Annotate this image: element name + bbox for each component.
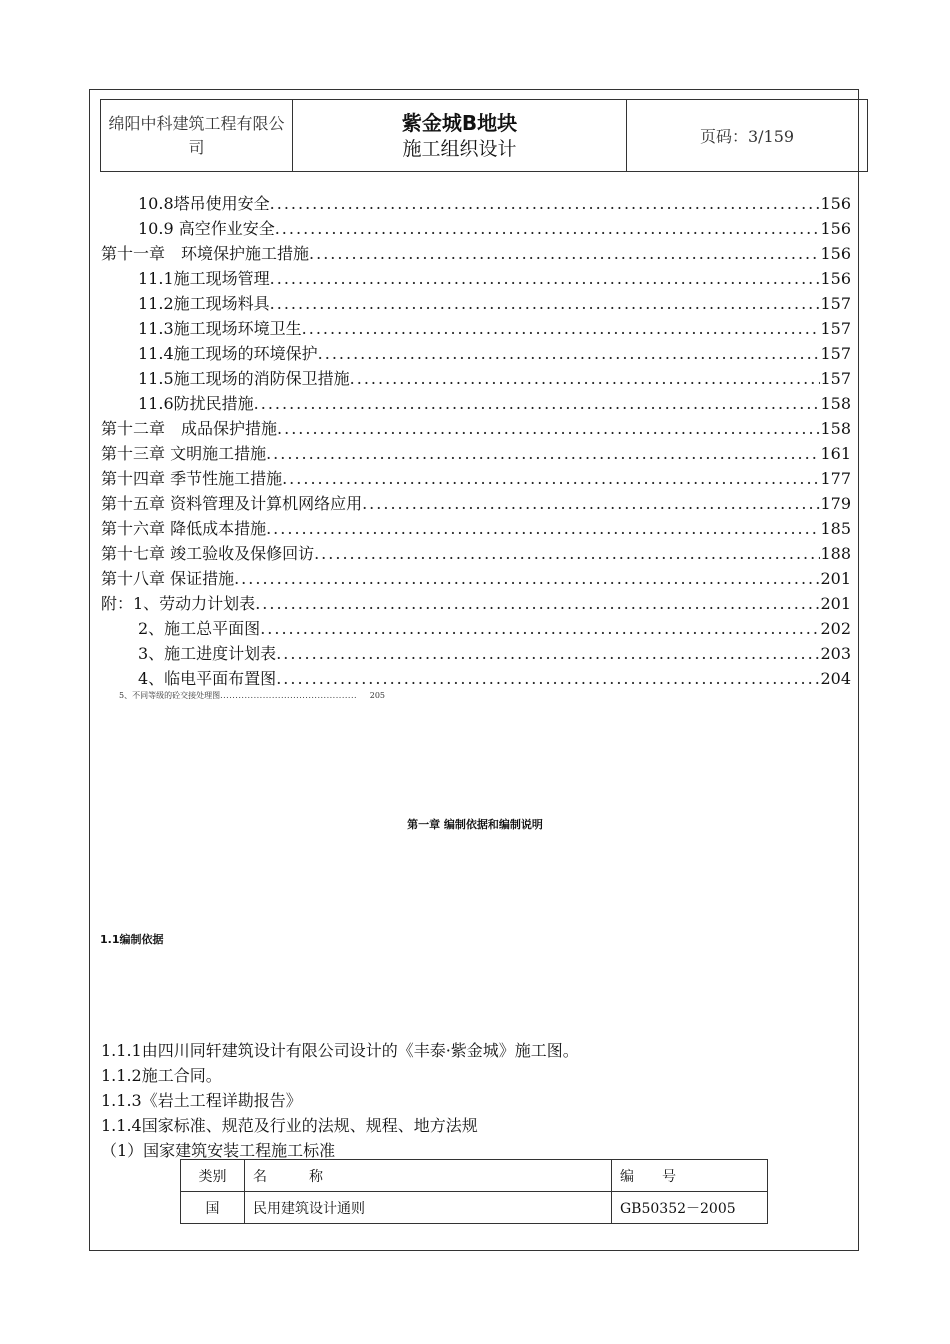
toc-entry[interactable] — [101, 566, 851, 591]
toc-entry[interactable] — [101, 316, 851, 341]
toc-entry-label: 3、施工进度计划表 — [138, 644, 277, 663]
toc-entry[interactable] — [101, 641, 851, 666]
table-cell: GB50352－2005 — [612, 1192, 768, 1224]
toc-entry-page: 202 — [820, 619, 851, 638]
toc-leader-dots — [276, 644, 820, 663]
title-line-1: 紫金城B地块 — [401, 110, 518, 135]
section-heading: 1.1编制依据 — [100, 933, 164, 946]
toc-entry-label: 第十一章 环境保护施工措施 — [101, 244, 310, 263]
toc-entry[interactable] — [101, 416, 851, 441]
toc-entry-page: 204 — [820, 669, 851, 688]
toc-entry-page: 156 — [820, 219, 851, 238]
toc-entry-page: 158 — [820, 394, 851, 413]
toc-entry[interactable] — [101, 266, 851, 291]
body-text — [101, 1038, 579, 1163]
toc-entry-page: 157 — [820, 319, 851, 338]
toc-entry-label: 附：1、劳动力计划表 — [101, 594, 256, 613]
toc-leader-dots — [254, 394, 821, 413]
body-line: 1.1.3《岩土工程详勘报告》 — [101, 1091, 302, 1110]
title-line-2: 施工组织设计 — [402, 137, 517, 160]
toc-leader-dots — [314, 544, 820, 563]
toc-entry-label: 第十七章 竣工验收及保修回访 — [101, 544, 315, 563]
toc-leader-dots — [309, 244, 820, 263]
toc-entry-label: 11.1施工现场管理 — [138, 269, 270, 288]
standards-table — [180, 1159, 768, 1224]
toc-entry-page: 179 — [820, 494, 851, 513]
toc-entry[interactable] — [101, 241, 851, 266]
toc-entry-page: 185 — [820, 519, 851, 538]
body-line: 1.1.1由四川同轩建筑设计有限公司设计的《丰泰·紫金城》施工图。 — [101, 1041, 579, 1060]
toc-entry-page: 157 — [820, 344, 851, 363]
toc-entry-page: 188 — [820, 544, 851, 563]
toc-leader-dots — [275, 219, 821, 238]
toc-leader-dots — [270, 194, 821, 213]
document-header — [100, 99, 868, 172]
toc-entry-page: 156 — [820, 244, 851, 263]
toc-entry-label: 10.9 高空作业安全 — [138, 219, 275, 238]
chapter-heading: 第一章 编制依据和编制说明 — [407, 818, 543, 831]
toc-entry-page: 157 — [820, 369, 851, 388]
toc-leader-dots — [318, 344, 821, 363]
company-name: 绵阳中科建筑工程有限公司 — [101, 100, 293, 172]
toc-entry-page: 157 — [820, 294, 851, 313]
toc-entry-label: 第十八章 保证措施 — [101, 569, 235, 588]
toc-leader-dots — [270, 269, 821, 288]
toc-entry-label: 第十四章 季节性施工措施 — [101, 469, 283, 488]
toc-entry[interactable] — [101, 591, 851, 616]
table-row — [181, 1192, 768, 1224]
document-title — [293, 100, 627, 172]
toc-entry-label: 11.6防扰民措施 — [138, 394, 254, 413]
toc-entry[interactable] — [101, 191, 851, 216]
body-line: （1）国家建筑安装工程施工标准 — [101, 1141, 336, 1160]
toc-leader-dots — [282, 469, 820, 488]
toc-entry[interactable] — [101, 216, 851, 241]
toc-entry[interactable] — [101, 616, 851, 641]
body-line: 1.1.2施工合同。 — [101, 1066, 222, 1085]
toc-entry[interactable] — [101, 341, 851, 366]
toc-entry-label: 2、施工总平面图 — [138, 619, 261, 638]
toc-entry-label: 第十六章 降低成本措施 — [101, 519, 267, 538]
toc-entry[interactable] — [101, 366, 851, 391]
toc-leader-dots — [350, 369, 821, 388]
toc-entry-small: 5、不同等级的砼交接处理图............................................. 205 — [119, 691, 386, 700]
table-cell: 民用建筑设计通则 — [245, 1192, 612, 1224]
body-line: 1.1.4国家标准、规范及行业的法规、规程、地方法规 — [101, 1116, 478, 1135]
column-header: 编 号 — [612, 1160, 768, 1192]
table-header-row — [181, 1160, 768, 1192]
toc-entry-label: 11.3施工现场环境卫生 — [138, 319, 302, 338]
toc-entry-page: 201 — [820, 569, 851, 588]
toc-leader-dots — [362, 494, 820, 513]
toc-entry-label: 第十二章 成品保护措施 — [101, 419, 278, 438]
toc-entry[interactable] — [101, 666, 851, 691]
table-of-contents — [101, 191, 851, 691]
toc-entry[interactable] — [101, 541, 851, 566]
toc-entry-label: 第十五章 资料管理及计算机网络应用 — [101, 494, 363, 513]
toc-entry-page: 177 — [820, 469, 851, 488]
toc-leader-dots — [270, 294, 821, 313]
toc-entry[interactable] — [101, 491, 851, 516]
toc-leader-dots — [260, 619, 820, 638]
toc-entry-page: 156 — [820, 269, 851, 288]
table-cell: 国 — [181, 1192, 245, 1224]
toc-entry-label: 11.5施工现场的消防保卫措施 — [138, 369, 350, 388]
toc-entry-page: 201 — [820, 594, 851, 613]
toc-entry[interactable] — [101, 391, 851, 416]
toc-entry-page: 161 — [820, 444, 851, 463]
toc-entry[interactable] — [101, 291, 851, 316]
toc-leader-dots — [276, 669, 820, 688]
toc-leader-dots — [266, 444, 820, 463]
toc-leader-dots — [302, 319, 821, 338]
toc-entry[interactable] — [101, 441, 851, 466]
toc-entry-page: 203 — [820, 644, 851, 663]
toc-entry[interactable] — [101, 516, 851, 541]
toc-entry-label: 4、临电平面布置图 — [138, 669, 277, 688]
toc-small-label: 5、不同等级的砼交接处理图 — [119, 691, 221, 700]
column-header: 名 称 — [245, 1160, 612, 1192]
toc-entry-label: 11.4施工现场的环境保护 — [138, 344, 318, 363]
toc-entry-label: 11.2施工现场料具 — [138, 294, 270, 313]
page-number: 页码：3/159 — [627, 100, 868, 172]
toc-entry-label: 10.8塔吊使用安全 — [138, 194, 270, 213]
toc-leader-dots — [255, 594, 820, 613]
column-header: 类别 — [181, 1160, 245, 1192]
toc-entry-page: 156 — [820, 194, 851, 213]
toc-small-page: 205 — [369, 691, 386, 700]
toc-leader-dots — [234, 569, 820, 588]
toc-entry-page: 158 — [820, 419, 851, 438]
toc-leader-dots — [277, 419, 820, 438]
toc-entry-label: 第十三章 文明施工措施 — [101, 444, 267, 463]
toc-leader-dots — [266, 519, 820, 538]
toc-entry[interactable] — [101, 466, 851, 491]
